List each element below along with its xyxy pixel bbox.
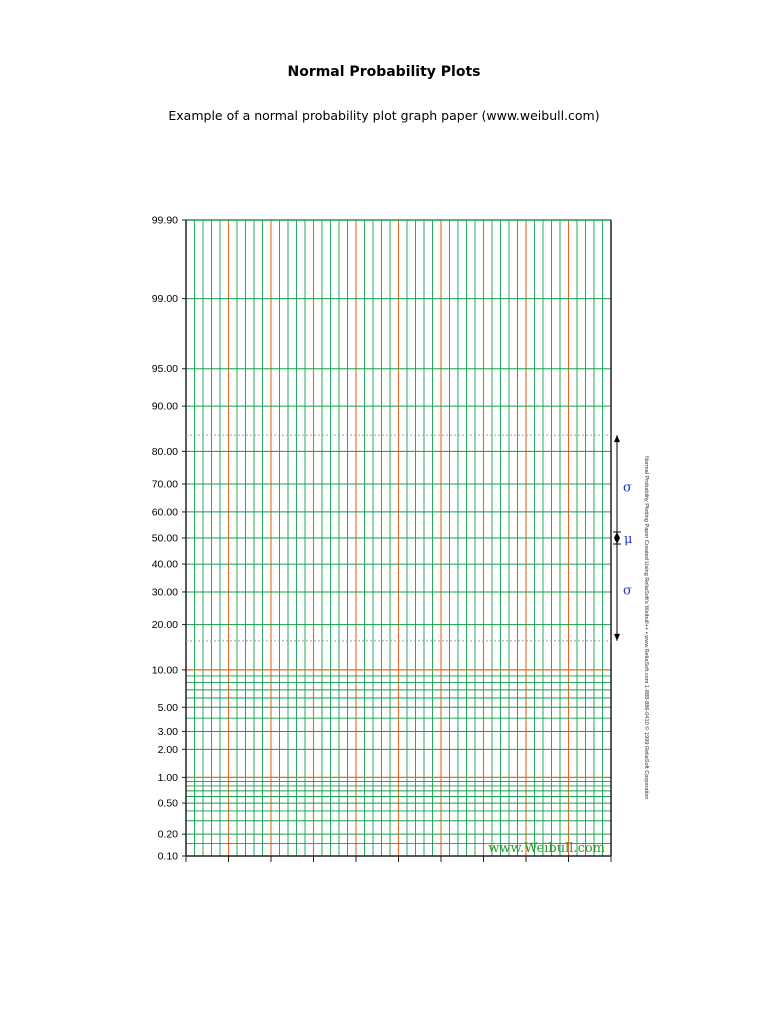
y-tick-label: 1.00 xyxy=(157,771,178,784)
y-tick-label: 0.20 xyxy=(157,828,178,841)
y-tick-label: 99.00 xyxy=(151,293,178,306)
y-tick-label: 10.00 xyxy=(151,664,178,677)
side-credit-text: Normal Probability Plotting Paper Created Using ReliaSoft's Weibull++ • www.ReliaSoft.com 1-888-886-0410 © 1999 ReliaSoft Corporation xyxy=(643,456,649,800)
y-tick-label: 40.00 xyxy=(151,558,178,571)
y-tick-label: 2.00 xyxy=(157,743,178,756)
sigma-label: σ xyxy=(623,583,632,599)
y-tick-label: 3.00 xyxy=(157,726,178,739)
y-tick-label: 20.00 xyxy=(151,619,178,632)
y-tick-label: 0.10 xyxy=(157,850,178,863)
y-tick-label: 50.00 xyxy=(151,532,178,545)
page-title: Normal Probability Plots xyxy=(287,64,481,80)
mu-label: μ xyxy=(624,532,633,547)
y-tick-label: 90.00 xyxy=(151,400,178,413)
y-tick-label: 60.00 xyxy=(151,506,178,519)
sigma-label: σ xyxy=(623,480,632,496)
bracket-arrowhead xyxy=(614,538,620,544)
y-tick-label: 30.00 xyxy=(151,586,178,599)
y-tick-label: 70.00 xyxy=(151,478,178,491)
y-tick-label: 99.90 xyxy=(151,214,178,227)
bracket-arrowhead xyxy=(614,532,620,538)
bracket-arrowhead xyxy=(614,634,620,641)
bracket-arrowhead xyxy=(614,435,620,442)
page-subtitle: Example of a normal probability plot graph paper (www.weibull.com) xyxy=(168,108,600,123)
y-tick-label: 80.00 xyxy=(151,445,178,458)
y-tick-label: 0.50 xyxy=(157,797,178,810)
watermark: www.Weibull.com xyxy=(488,841,605,856)
y-tick-label: 5.00 xyxy=(157,701,178,714)
y-tick-label: 95.00 xyxy=(151,363,178,376)
